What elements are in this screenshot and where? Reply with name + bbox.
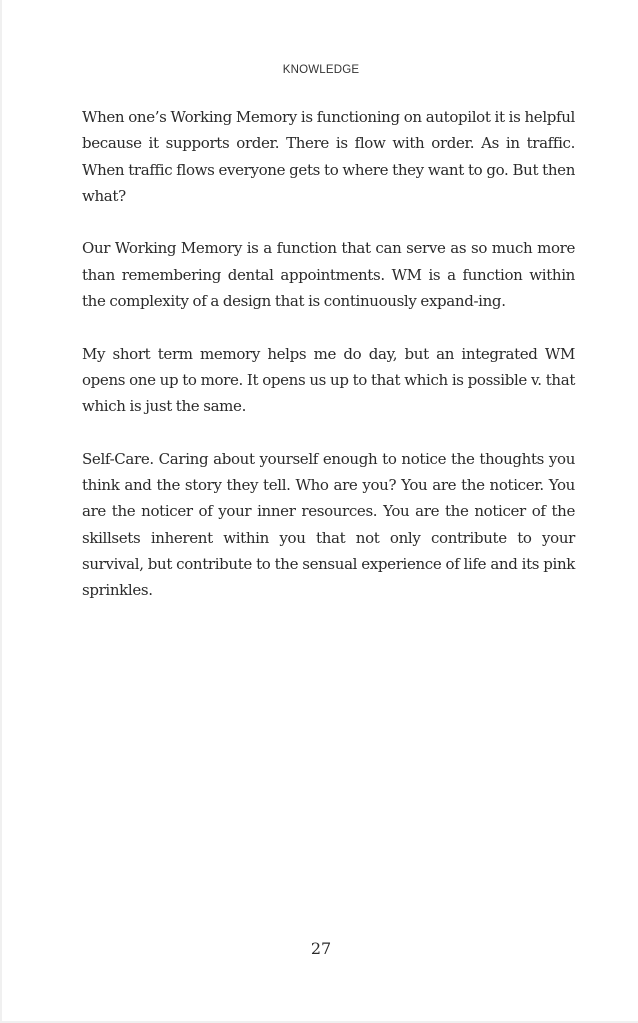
running-header: KNOWLEDGE [282, 64, 360, 76]
paragraph: When one’s Working Memory is functioning on autopilot it is helpful because it supports order. There is flow with order. As in traffic. When traffic flows everyone gets to where they want to go. But then what? [82, 108, 575, 205]
page-number: 27 [310, 939, 332, 958]
paragraph: Our Working Memory is a function that can serve as so much more than remembering dental appointments. WM is a function within the complexity of a design that is continuously expand-ing. [82, 239, 575, 311]
body-text [82, 104, 575, 630]
paragraph: My short term memory helps me do day, but an integrated WM opens one up to more. It opens us up to that which is possible v. that which is just the same. [82, 344, 575, 416]
paragraph: Self-Care. Caring about yourself enough to notice the thoughts you think and the story they tell. Who are you? You are the noticer. You are the noticer of your inner resources. You are the noticer of the skillsets inherent within you that not only contribute to your survival, but contribute to the sensual experience of life and its pink sprinkles. [82, 449, 575, 600]
